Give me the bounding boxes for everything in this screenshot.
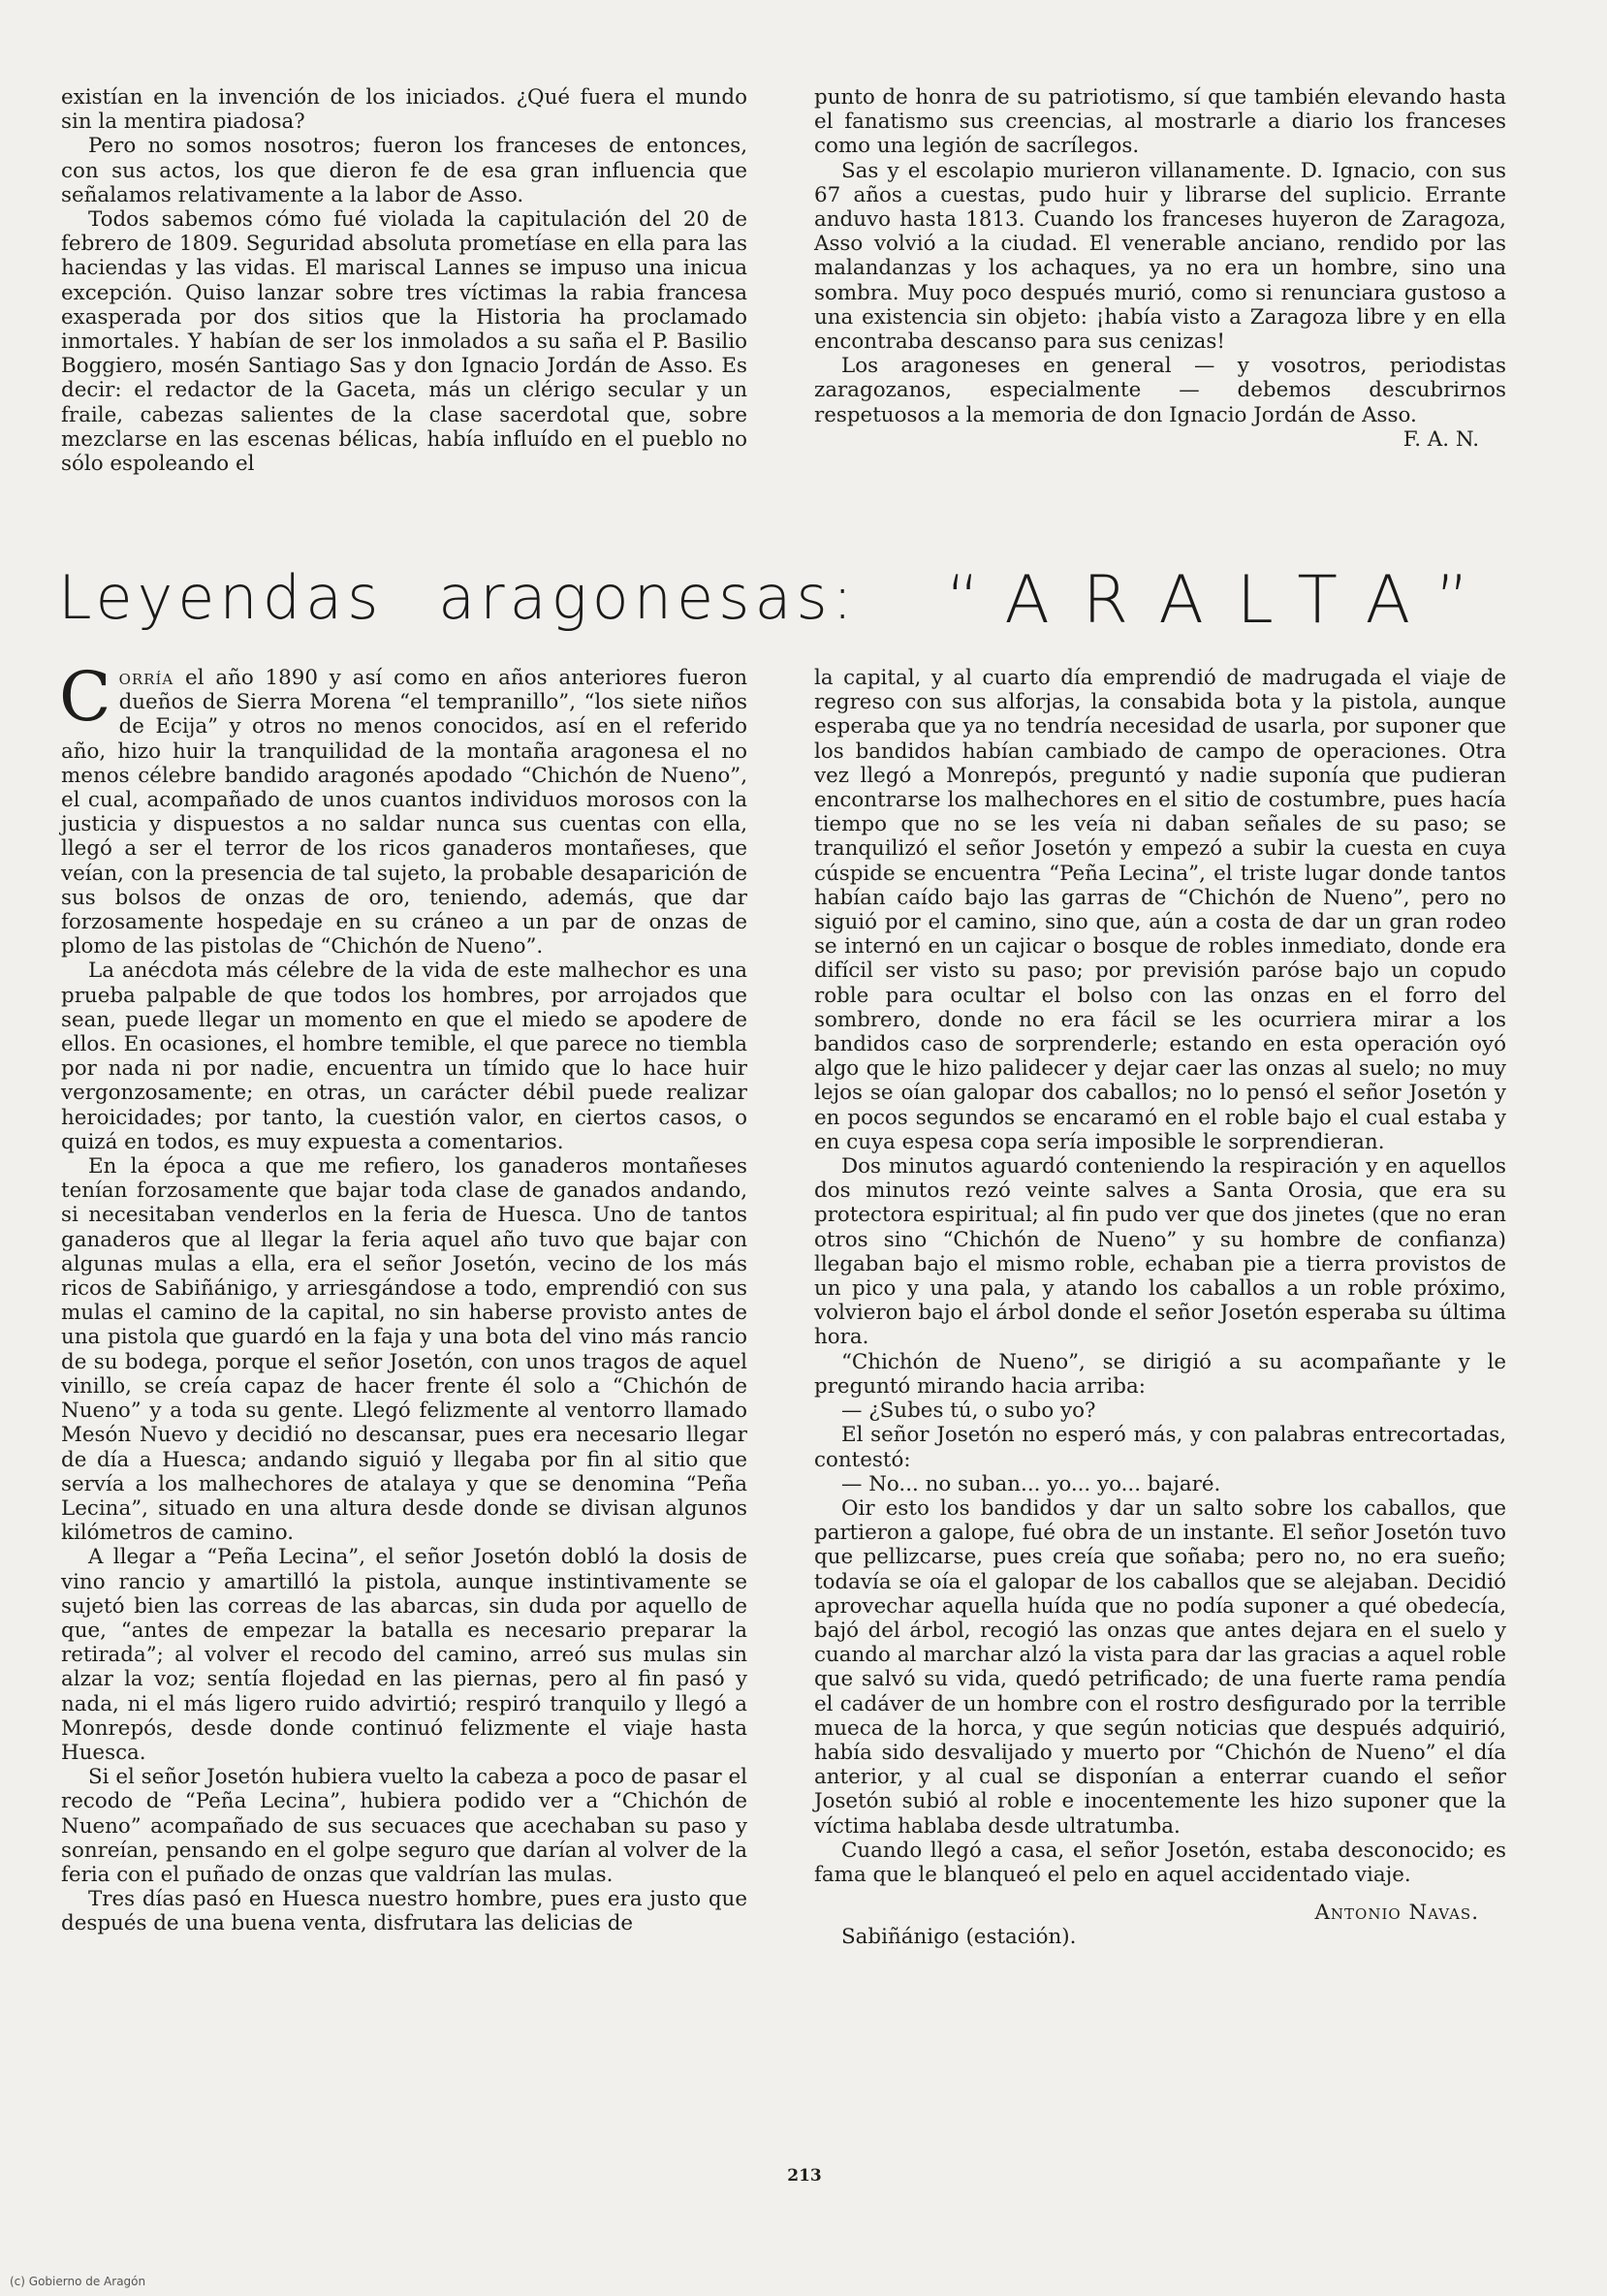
paragraph: Sas y el escolapio murieron villanamente. D. Ignacio, con sus 67 años a cuestas, pudo huir y librarse del suplicio. Errante anduvo hasta 1813. Cuando los franceses huyeron de Zaragoza, Asso volvió a la ciudad. El venerable anciano, rendido por las malandanzas y los achaques, ya no era un hombre, sino una sombra. Muy poco después murió, como si renunciara gustoso a una existencia sin objeto: ¡había visto a Zaragoza libre y en ella encontraba descanso para sus cenizas! [814, 158, 1506, 355]
paragraph: Los aragoneses en general — y vosotros, periodistas zaragozanos, especialmente — debemos descubrirnos respetuosos a la memoria de don Ignacio Jordán de Asso. [814, 354, 1506, 427]
headline-subject: “ARALTA” [945, 562, 1502, 639]
paragraph: Cuando llegó a casa, el señor Josetón, estaba desconocido; es fama que le blanqueó el pelo en aquel accidentado viaje. [814, 1838, 1506, 1887]
headline-title: Leyendas aragonesas: [58, 562, 858, 633]
paragraph: punto de honra de su patriotismo, sí que también elevando hasta el fanatismo sus creencias, al mostrarle a diario los franceses como una legión de sacrílegos. [814, 85, 1506, 159]
story-first-paragraph [59, 657, 747, 959]
paragraph: Si el señor Josetón hubiera vuelto la cabeza a poco de pasar el recodo de “Peña Lecina”, hubiera podido ver a “Chichón de Nueno” acompañado de sus secuaces que acechaban su paso y sonreían, pensando en el golpe seguro que darían al volver de la feria con el puñado de onzas que valdrían las mulas. [61, 1765, 747, 1887]
author-signature: Antonio Navas. [1314, 1901, 1479, 1926]
drop-cap: C [59, 657, 111, 737]
paragraph: El señor Josetón no esperó más, y con palabras entrecortadas, contestó: [814, 1423, 1506, 1472]
paragraph: Oir esto los bandidos y dar un salto sobre los caballos, que partieron a galope, fué obra de un instante. El señor Josetón tuvo que pellizcarse, pues creía que soñaba; pero no, no era sueño; todavía se oía el galopar de los caballos que se alejaban. Decidió aprovechar aquella huída que no podía suponer a qué obedecía, bajó del árbol, recogió las onzas que antes dejara en el suelo y cuando al marchar alzó la vista para dar las gracias a aquel roble que salvó su vida, quedó petrificado; de una fuerte rama pendía el cadáver de un hombre con el rostro desfigurado por la terrible mueca de la horca, y que según noticias que después adquirió, había sido desvalijado y muerto por “Chichón de Nueno” el día anterior, y al cual se disponían a enterrar cuando el señor Josetón subió al roble e inocentemente les hizo suponer que la víctima hablaba desde ultratumba. [814, 1495, 1506, 1839]
article-headline [58, 562, 1512, 640]
paragraph: A llegar a “Peña Lecina”, el señor Josetón dobló la dosis de vino rancio y amartilló la pistola, aunque instintivamente se sujetó bien las correas de las abarcas, sin duda por aquello de que, “antes de empezar la batalla es necesario preparar la retirada”; al volver el recodo del camino, arreó sus mulas sin alzar la voz; sentía flojedad en las piernas, pero al fin pasó y nada, ni el más ligero ruido advirtió; respiró tranquilo y llegó a Monrepós, desde donde continuó felizmente el viaje hasta Huesca. [61, 1545, 747, 1765]
paragraph: Pero no somos nosotros; fueron los franceses de entonces, con sus actos, los que dieron fe de esa gran influencia que señalamos relativamente a la labor de Asso. [61, 134, 747, 207]
paragraph: la capital, y al cuarto día emprendió de madrugada el viaje de regreso con sus alforjas, la consabida bota y la pistola, aunque esperaba que ya no tendría necesidad de usarla, por suponer que los bandidos habían cambiado de campo de operaciones. Otra vez llegó a Monrepós, preguntó y nadie suponía que pudieran encontrarse los malhechores en el sitio de costumbre, pues hacía tiempo que no se les veía ni daban señales de su paso; se tranquilizó el señor Josetón y empezó a subir la cuesta en cuya cúspide se encuentra “Peña Lecina”, el triste lugar donde tantos habían caído bajo las garras de “Chichón de Nueno”, pero no siguió por el camino, sino que, aún a costa de dar un gran rodeo se internó en un cajicar o bosque de robles inmediato, donde era difícil ser visto su paso; por previsión paróse bajo un copudo roble para ocultar el bolso con las onzas en el forro del sombrero, donde no era fácil se les ocurriera mirar a los bandidos caso de sorprenderle; estando en esta operación oyó algo que le hizo palidecer y dejar caer las onzas al suelo; no muy lejos se oían galopar dos caballos; no lo pensó el señor Josetón y en pocos segundos se encaramó en el roble bajo el cual estaba y en cuya espesa copa sería imposible le sorprendieran. [814, 666, 1506, 1154]
dialogue-line: — No... no suban... yo... yo... bajaré. [841, 1471, 1221, 1496]
story-left-column [59, 657, 747, 1936]
paragraph: existían en la invención de los iniciados. ¿Qué fuera el mundo sin la mentira piadosa? [61, 85, 747, 135]
dialogue-line: — ¿Subes tú, o subo yo? [841, 1399, 1096, 1424]
copyright-credit: (c) Gobierno de Aragón [10, 2275, 146, 2288]
paragraph: Dos minutos aguardó conteniendo la respiración y en aquellos dos minutos rezó veinte salves a Santa Orosia, que era su protectora espiritual; al fin pudo ver que dos jinetes (que no eran otros sino “Chichón de Nueno” y su hombre de confianza) llegaban bajo el mismo roble, echaban pie a tierra provistos de un pico y una pala, y atando los caballos a un roble próximo, volvieron bajo el árbol donde el señor Josetón esperaba su última hora. [814, 1154, 1506, 1350]
dateline-place: Sabiñánigo (estación). [841, 1925, 1077, 1950]
story-right-column [814, 666, 1506, 1950]
paragraph: “Chichón de Nueno”, se dirigió a su acompañante y le preguntó mirando hacia arriba: [814, 1349, 1506, 1399]
paragraph: Todos sabemos cómo fué violada la capitulación del 20 de febrero de 1809. Seguridad absoluta prometíase en ella para las haciendas y las vidas. El mariscal Lannes se impuso una inicua excepción. Quiso lanzar sobre tres víctimas la rabia francesa exasperada por dos sitios que la Historia ha proclamado inmortales. Y habían de ser los inmolados a su saña el P. Basilio Boggiero, mosén Santiago Sas y don Ignacio Jordán de Asso. Es decir: el redactor de la Gaceta, más un clérigo secular y un fraile, cabezas salientes de la clase sacerdotal que, sobre mezclarse en las escenas bélicas, había influído en el pueblo no sólo espoleando el [61, 207, 747, 477]
page-number: 213 [787, 2166, 822, 2186]
top-left-column [61, 85, 747, 476]
signature-initials: F. A. N. [1402, 426, 1479, 452]
lead-smallcaps: orría [118, 666, 174, 690]
top-right-column [814, 85, 1506, 452]
paragraph: La anécdota más célebre de la vida de este malhechor es una prueba palpable de que todos los hombres, por arrojados que sean, puede llegar un momento en que el miedo se apodere de ellos. En ocasiones, el hombre temible, el que parece no tiembla por nada ni por nadie, encuentra un tímido que lo hace huir vergonzosamente; en otras, un carácter débil puede realizar heroicidades; por tanto, la cuestión valor, en ciertos casos, o quizá en todos, es muy expuesta a comentarios. [61, 959, 747, 1154]
paragraph: Tres días pasó en Huesca nuestro hombre, pues era justo que después de una buena venta, disfrutara las delicias de [61, 1887, 747, 1936]
first-paragraph-text: el año 1890 y así como en años anteriores fueron dueños de Sierra Morena “el tempranillo”, “los siete niños de Ecija” y otros no menos conocidos, así en el referido año, hizo huir la tranquilidad de la montaña aragonesa el no menos célebre bandido aragonés apodado “Chichón de Nueno”, el cual, acompañado de unos cuantos individuos morosos con la justicia y dispuestos a no saldar nunca sus cuentas con ella, llegó a ser el terror de los ricos ganaderos montañeses, que veían, con la presencia de tal sujeto, la probable desaparición de sus bolsos de onzas de oro, teniendo, además, que dar forzosamente hospedaje en su cráneo a un par de onzas de plomo de las pistolas de “Chichón de Nueno”. [61, 666, 747, 959]
paragraph: En la época a que me refiero, los ganaderos montañeses tenían forzosamente que bajar toda clase de ganados andando, si necesitaban venderlos en la feria de Huesca. Uno de tantos ganaderos que al llegar la feria aquel año tuvo que bajar con algunas mulas a ella, era el señor Josetón, vecino de los más ricos de Sabiñánigo, y arriesgándose a todo, emprendió con sus mulas el camino de la capital, no sin haberse provisto antes de una pistola que guardó en la faja y una bota del vino más rancio de su bodega, porque el señor Josetón, con unos tragos de aquel vinillo, se creía capaz de hacer frente él solo a “Chichón de Nueno” y a toda su gente. Llegó felizmente al ventorro llamado Mesón Nuevo y decidió no descansar, pues era necesario llegar de día a Huesca; andando siguió y llegaba por fin al sitio que servía a los malhechores de atalaya y que se denomina “Peña Lecina”, situado en una altura desde donde se divisan algunos kilómetros de camino. [61, 1154, 747, 1546]
